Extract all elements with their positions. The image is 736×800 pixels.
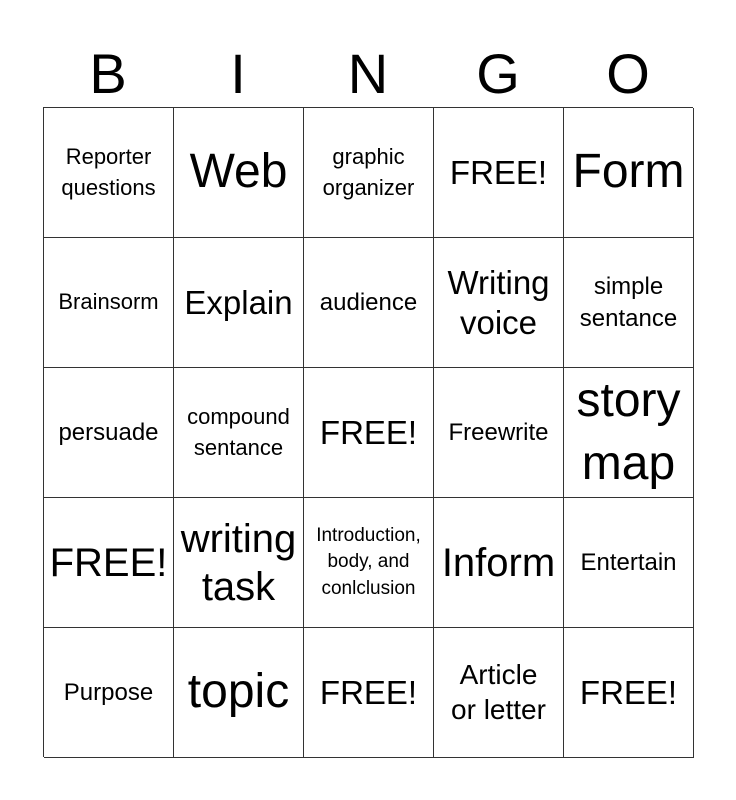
cell-label: Writing voice	[447, 263, 550, 341]
bingo-cell-r5-c1[interactable]	[44, 628, 174, 758]
bingo-cell-r1-c1[interactable]	[44, 108, 174, 238]
header-letter-b: B	[89, 42, 127, 105]
cell-label: compound sentance	[187, 403, 290, 460]
cell-label: Freewrite	[448, 418, 549, 446]
bingo-cell-r2-c2[interactable]	[174, 238, 304, 368]
bingo-board	[43, 107, 693, 757]
cell-label: FREE!	[49, 540, 168, 585]
bingo-cell-r3-c5[interactable]	[564, 368, 694, 498]
bingo-cell-r1-c5[interactable]	[564, 108, 694, 238]
bingo-cell-r5-c3[interactable]	[304, 628, 434, 758]
cell-label: Explain	[184, 283, 293, 321]
bingo-cell-r5-c5[interactable]	[564, 628, 694, 758]
cell-label: Entertain	[580, 548, 677, 576]
cell-label: Inform	[441, 540, 556, 585]
bingo-cell-r3-c2[interactable]	[174, 368, 304, 498]
cell-label: FREE!	[319, 413, 418, 451]
cell-label: Form	[572, 145, 685, 199]
bingo-cell-r2-c3[interactable]	[304, 238, 434, 368]
header-letter-n: N	[347, 42, 389, 105]
cell-label: Article or letter	[451, 659, 546, 725]
cell-label: Web	[189, 145, 288, 199]
cell-label: FREE!	[579, 673, 678, 711]
bingo-cell-r4-c1[interactable]	[44, 498, 174, 628]
cell-label: persuade	[58, 418, 159, 446]
bingo-cell-r4-c2[interactable]	[174, 498, 304, 628]
cell-label: graphic organizer	[322, 143, 415, 200]
header-letter-g: G	[476, 42, 520, 105]
cell-label: simple sentance	[579, 272, 678, 332]
bingo-cell-r4-c3[interactable]	[304, 498, 434, 628]
bingo-cell-r4-c4[interactable]	[434, 498, 564, 628]
cell-label: FREE!	[319, 673, 418, 711]
bingo-cell-r4-c5[interactable]	[564, 498, 694, 628]
bingo-cell-r5-c2[interactable]	[174, 628, 304, 758]
header-letter-o: O	[606, 42, 650, 105]
cell-label: Reporter questions	[61, 143, 156, 200]
bingo-cell-r2-c1[interactable]	[44, 238, 174, 368]
bingo-cell-r2-c4[interactable]	[434, 238, 564, 368]
bingo-cell-r2-c5[interactable]	[564, 238, 694, 368]
bingo-cell-r5-c4[interactable]	[434, 628, 564, 758]
cell-label: FREE!	[449, 153, 548, 191]
bingo-cell-r1-c2[interactable]	[174, 108, 304, 238]
header-letter-i: I	[230, 42, 246, 105]
cell-label: Purpose	[63, 678, 154, 706]
bingo-cell-r1-c3[interactable]	[304, 108, 434, 238]
cell-label: audience	[319, 288, 418, 316]
cell-label: topic	[187, 665, 290, 719]
bingo-cell-r3-c4[interactable]	[434, 368, 564, 498]
cell-label: writing task	[180, 516, 297, 609]
bingo-cell-r1-c4[interactable]	[434, 108, 564, 238]
cell-label: story map	[576, 374, 681, 490]
bingo-header	[43, 40, 693, 108]
bingo-cell-r3-c1[interactable]	[44, 368, 174, 498]
bingo-cell-r3-c3[interactable]	[304, 368, 434, 498]
cell-label: Brainsorm	[58, 289, 159, 315]
cell-label: Introduction, body, and conlclusion	[316, 524, 421, 599]
